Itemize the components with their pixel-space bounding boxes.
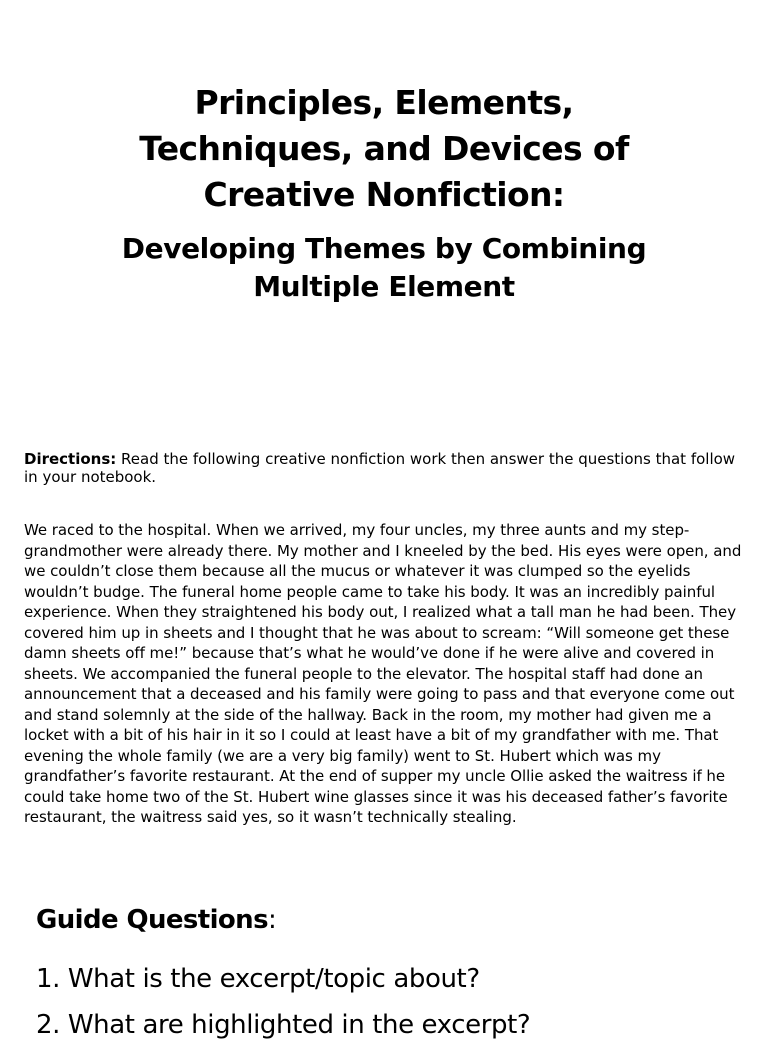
page-subtitle: Developing Themes by Combining Multiple Element <box>121 232 647 303</box>
directions-paragraph <box>24 450 750 486</box>
directions-text: Read the following creative nonfiction work then answer the questions that follow in your notebook. <box>24 450 736 486</box>
excerpt-paragraph: We raced to the hospital. When we arrived, my four uncles, my three aunts and my step-grandmother were already there. My mother and I kneeled by the bed. His eyes were open, and we couldn’t close them because all the mucus or whatever it was clumped so the eyelids wouldn’t budge. The funeral home people came to take his body. It was an incredibly painful experience. When they straightened his body out, I realized what a tall man he had been. They covered him up in sheets and I thought that he was about to scream: “Will someone get these damn sheets off me!” because that’s what he would’ve done if he were alive and covered in sheets. We accompanied the funeral people to the elevator. The hospital staff had done an announcement that a deceased and his family were going to pass and that everyone come out and stand solemnly at the side of the hallway. Back in the room, my mother had given me a locket with a bit of his hair in it so I could at least have a bit of my grandfather with me. That evening the whole family (we are a very big family) went to St. Hubert which was my grandfather’s favorite restaurant. At the end of supper my uncle Ollie asked the waitress if he could take home two of the St. Hubert wine glasses since it was his deceased father’s favorite restaurant, the waitress said yes, so it wasn’t technically stealing. <box>24 521 742 826</box>
page-title: Principles, Elements, Techniques, and Devices of Creative Nonfiction: <box>139 83 629 214</box>
guide-questions-heading <box>36 902 276 938</box>
guide-questions-list <box>36 956 756 1048</box>
guide-question-item: 1. What is the excerpt/topic about? <box>36 964 480 994</box>
guide-question-item: 2. What are highlighted in the excerpt? <box>36 1010 531 1040</box>
directions-label: Directions: <box>24 450 117 468</box>
guide-questions-heading-colon: : <box>267 905 277 935</box>
guide-questions-heading-text: Guide Questions <box>36 905 268 935</box>
